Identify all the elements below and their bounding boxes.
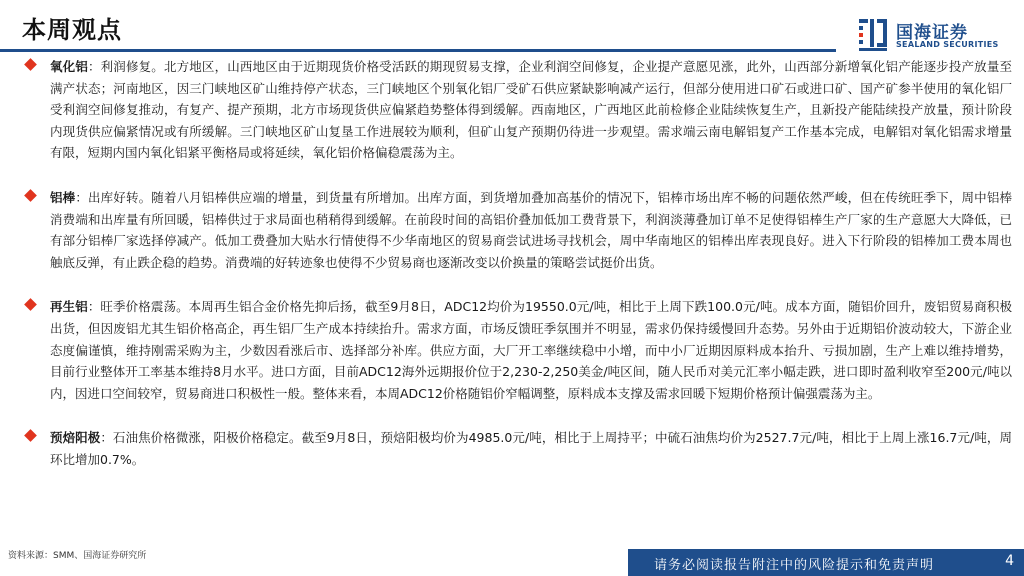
- logo-mark-icon: [858, 18, 888, 52]
- diamond-bullet-icon: [24, 58, 37, 71]
- item-term: 再生铝: [50, 299, 88, 315]
- logo-chinese-name: 国海证券: [896, 23, 968, 43]
- header-rule: [0, 49, 836, 52]
- paragraph-alumina: [50, 56, 1012, 164]
- logo-english-name: SEALAND SECURITIES: [896, 40, 999, 49]
- list-item-recycled-aluminum: [22, 296, 1012, 404]
- page-header: [0, 0, 1024, 56]
- company-logo: [858, 18, 1008, 54]
- page-title: 本周观点: [22, 16, 122, 44]
- list-item-prebaked-anode: [22, 427, 1012, 470]
- viewpoint-list: [22, 56, 1012, 494]
- disclaimer-text: 请务必阅读报告附注中的风险提示和免责声明: [654, 558, 935, 573]
- paragraph-aluminum-rod: [50, 187, 1012, 273]
- paragraph-recycled-aluminum: [50, 296, 1012, 404]
- page-number: 4: [1005, 553, 1014, 569]
- data-source-note: 资料来源：SMM、国海证券研究所: [8, 551, 147, 561]
- item-term: 预焙阳极: [50, 430, 101, 446]
- footer-bar: [628, 549, 1024, 576]
- paragraph-prebaked-anode: [50, 427, 1012, 470]
- list-item-aluminum-rod: [22, 187, 1012, 273]
- item-text: ：利润修复。北方地区，山西地区由于近期现货价格受活跃的期现贸易支撑，企业利润空间修复，企业提产意愿见涨，此外，山西部分新增氧化铝产能逐步投产放量至满产状态；河南地区，因三门峡地区矿山维持停产状态，三门峡地区个别氧化铝厂受矿石供应紧缺影响减产运行，但部分使用进口矿石或进口矿、国产矿参半使用的氧化铝厂受利润空间修复推动，有复产、提产预期，北方市场现货供应偏紧趋势整体得到缓解。西南地区，广西地区此前检修企业陆续恢复生产，且新投产能陆续投产放量，预计阶段内现货供应偏紧情况或有所缓解。三门峡地区矿山复垦工作进展较为顺利，但矿山复产预期仍待进一步观望。需求端云南电解铝复产工作基本完成，电解铝对氧化铝需求增量有限，短期内国内氧化铝紧平衡格局或将延续，氧化铝价格偏稳震荡为主。: [50, 59, 1012, 161]
- item-term: 氧化铝: [50, 59, 88, 74]
- item-term: 铝棒: [50, 189, 76, 205]
- item-text: ：出库好转。随着八月铝棒供应端的增量，到货量有所增加。出库方面，到货增加叠加高基价的情况下，铝棒市场出库不畅的问题依然严峻，但在传统旺季下，周中铝棒消费端和出库量有所回暖，铝棒供过于求局面也稍稍得到缓解。在前段时间的高铝价叠加低加工费背景下，利润淡薄叠加订单不足使得铝棒生产厂家的生产意愿大大降低，已有部分铝棒厂家选择停减产。低加工费叠加大贴水行情使得不少华南地区的贸易商尝试进场寻找机会，周中华南地区的铝棒出库表现良好。进入下行阶段的铝棒加工费本周也触底反弹，有止跌企稳的趋势。消费端的好转迹象也使得不少贸易商也逐渐改变以价换量的策略尝试挺价出货。: [50, 189, 1012, 270]
- diamond-bullet-icon: [24, 429, 37, 442]
- diamond-bullet-icon: [24, 298, 37, 311]
- list-item-alumina: [22, 56, 1012, 164]
- diamond-bullet-icon: [24, 189, 37, 202]
- item-text: ：石油焦价格微涨，阳极价格稳定。截至9月8日，预焙阳极均价为4985.0元/吨，相比于上周持平；中硫石油焦均价为2527.7元/吨，相比于上周上涨16.7元/吨，周环比增加0.7%。: [50, 430, 1012, 467]
- item-text: ：旺季价格震荡。本周再生铝合金价格先抑后扬，截至9月8日，ADC12均价为19550.0元/吨，相比于上周下跌100.0元/吨。成本方面，随铝价回升，废铝贸易商积极出货，但因废铝尤其生铝价格高企，再生铝厂生产成本持续抬升。需求方面，市场反馈旺季氛围并不明显，需求仍保持缓慢回升态势。另外由于近期铝价波动较大，下游企业态度偏谨慎，维持刚需采购为主，少数因看涨后市、选择部分补库。供应方面，大厂开工率继续稳中小增，而中小厂近期因原料成本抬升、亏损加剧，生产上难以维持增势，目前行业整体开工率基本维持8月水平。进口方面，目前ADC12海外远期报价位于2,230-2,250美金/吨区间，随人民币对美元汇率小幅走跌，进口即时盈利收窄至200元/吨以内，因进口空间较窄，贸易商进口积极性一般。整体来看，本周ADC12价格随铝价窄幅调整，原料成本支撑及需求回暖下短期价格预计偏强震荡为主。: [50, 299, 1012, 401]
